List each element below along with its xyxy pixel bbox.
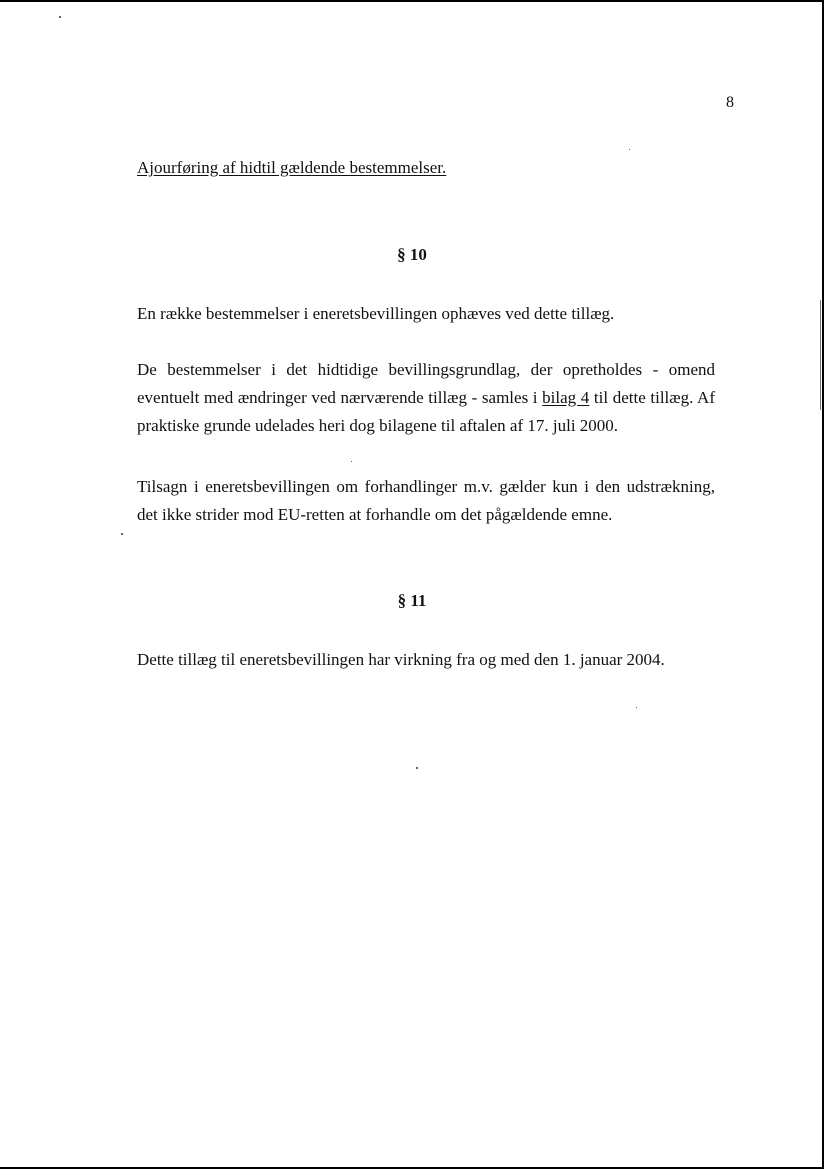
section-10-paragraph-1: En række bestemmelser i eneretsbevillingen ophæves ved dette tillæg. — [137, 304, 615, 323]
scan-speck — [629, 149, 630, 150]
scan-border-top — [0, 0, 824, 2]
section-heading — [137, 158, 446, 178]
scan-speck — [351, 461, 352, 462]
section-10-paragraph-3: Tilsagn i eneretsbevillingen om forhandlinger m.v. gælder kun i den udstrækning, det ikke strider mod EU-retten at forhandle om det pågældende emne. — [137, 477, 715, 524]
section-heading-text: Ajourføring af hidtil gældende bestemmelser — [137, 158, 442, 177]
paragraph-2-text-end: til dette tillæg. Af praktiske grunde udelades heri dog bilagene til aftalen af 17. juli 2000. — [137, 388, 715, 435]
section-10-paragraph-2 — [137, 356, 715, 440]
scan-speck — [121, 533, 123, 535]
scan-speck — [416, 767, 418, 769]
scan-speck — [59, 16, 61, 18]
section-11-label: § 11 — [397, 591, 427, 610]
page-number: 8 — [726, 94, 734, 111]
section-10-label: § 10 — [397, 245, 427, 264]
section-heading-period: . — [442, 158, 447, 177]
bilag-4-reference: bilag 4 — [542, 388, 590, 407]
scan-border-shadow — [820, 300, 821, 410]
paragraph-2-text-start: De bestemmelser i det hidtidige bevillingsgrundlag, der opretholdes - omend eventuelt med ændringer ved nærværende tillæg - samles i — [137, 360, 715, 407]
scan-speck — [636, 707, 637, 708]
section-11-paragraph-1: Dette tillæg til eneretsbevillingen har virkning fra og med den 1. januar 2004. — [137, 650, 665, 669]
